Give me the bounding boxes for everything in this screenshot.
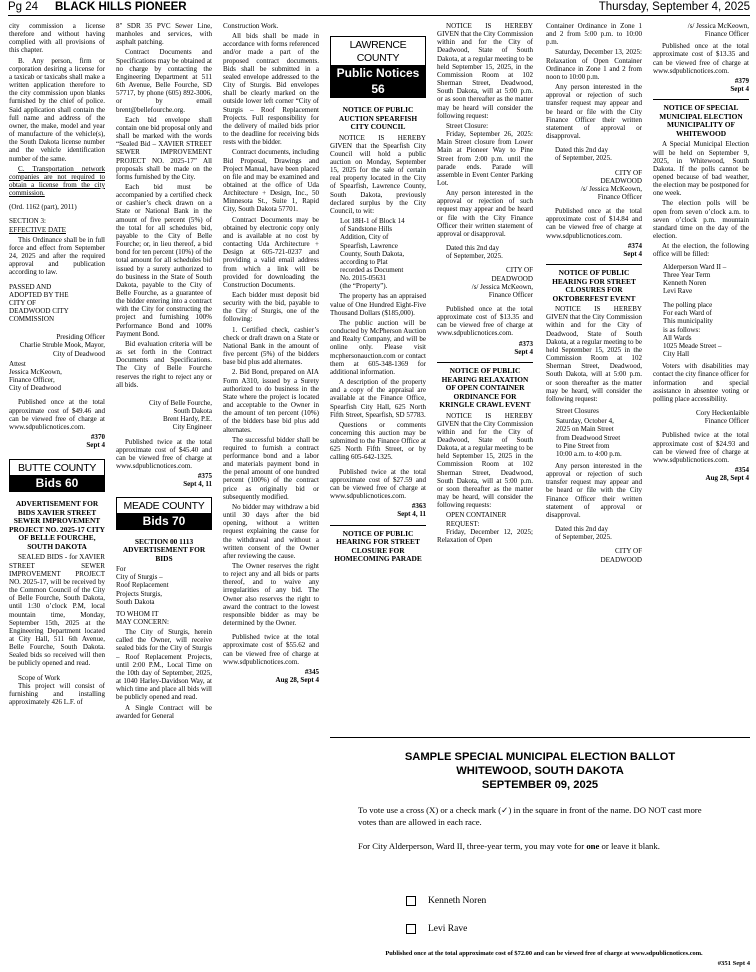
paragraph: The successful bidder shall be required to furnish a contract performance bond and a labor and materials payment bond in the penal amount of one hundred percent (100%) of the contract price as originally bid or subsequently modified. (223, 435, 319, 501)
signature-line: Finance Officer (704, 30, 749, 39)
paragraph: No bidder may withdraw a bid until 30 days after the bid opening, without a written request explaining the cause for the withdrawal and without a written consent of the Owner after reviewing the cause. (223, 502, 319, 560)
banner-category: Bids 60 (10, 475, 104, 491)
paragraph: Friday, September 26, 2025: Main Street closure from Lower Main at Pioneer Way to Pine Street from 2:00 p.m. until the parade ends. Parade will assemble in Event Center Parking Lot. (437, 130, 533, 187)
newspaper-name: BLACK HILLS PIONEER (55, 1, 187, 13)
signature-line: Finance Officer (704, 417, 749, 426)
polling-line: For each Ward of (663, 309, 712, 318)
paragraph: (Ord. 1162 (part), 2011) (9, 203, 77, 212)
banner-category: Public Notices 56 (331, 65, 425, 97)
paragraph: This project will consist of furnishing and installing approximately 426 L.F. of (9, 681, 105, 707)
ballot-location: WHITEWOOD, SOUTH DAKOTA (456, 765, 624, 777)
column-7 (653, 22, 749, 482)
race-text: For City Alderperson, Ward II, three-year term, you may vote for (358, 841, 587, 851)
paragraph: Each bid envelope shall contain one bid proposal only and shall be marked with the words “Sealed Bid – XAVIER STREET SEWER IMPROVEMENT PROJECT NO. 2025-17” All proposals shall be made on the forms furnished by the City. (116, 115, 212, 181)
paragraph: B. Any person, firm or corporation desiring a license for a taxicab or taxicabs shall make a written application therefore to the city commission upon blanks furnished by the chief of police. Said application shall contain the full name and address of the owner, the make, model and year of manufacture of the vehicle(s), the South Dakota license number and the vehicle identification number of the same. (9, 56, 105, 163)
publication-note: Published twice at the total approximate cost of $27.59 and can be viewed free of charge at www.sdpublicnotices.com. (330, 467, 426, 501)
paragraph: Any person interested in the approval or rejection of such transfer request may appear and be heard or file with the City Finance Officer their written statement of approval or disapproval. (546, 461, 642, 519)
candidate-name: Levi Rave (428, 924, 468, 934)
dated-line: of September, 2025. (555, 154, 612, 163)
vote-checkbox (406, 924, 416, 934)
publication-note: Published once at the total approximate cost of $14.84 and can be viewed free of charge at www.sdpublicnotices.com. (546, 207, 642, 240)
paragraph: REQUEST: (446, 519, 480, 528)
publication-note: Published twice at the total approximate cost of $24.93 and can be viewed free of charge at www.sdpublicnotices.com. (653, 431, 749, 464)
notice-title: NOTICE OF PUBLIC HEARING RELAXATION OF OPEN CONTAINER ORDINANCE FOR KRINGLE CRAWL EVENT (439, 366, 531, 410)
closure-line: from Deadwood Street (556, 433, 621, 442)
banner-county: BUTTE COUNTY (17, 462, 97, 475)
ballot-instructions (358, 804, 722, 828)
paragraph: 2. Bid Bond, prepared on AIA Form A310, issued by a Surety authorized to do business in the State where the project is located and acceptable to the Owner in the amount of ten percent (10%) of the bidders base bid plus add alternates. (223, 368, 319, 434)
for-line: For (116, 565, 126, 574)
lot-line: Spearfish, Lawrence (340, 241, 398, 250)
signature-line: City of Belle Fourche, (148, 398, 212, 407)
for-line: City of Sturgis – (116, 573, 163, 582)
paragraph: 1. Certified check, cashier’s check or draft drawn on a State or National Bank in the amount of five percent (5%) of the bidders base bid plus add alternates. (223, 325, 319, 367)
paragraph: A Special Municipal Election will be held on September 9, 2025, in Whitewood, South Dakota. If the polls cannot be opened because of bad weather, the election may be postponed for one week. (653, 140, 749, 198)
lot-line: recorded as Document (340, 266, 404, 274)
paragraph: NOTICE IS HEREBY GIVEN that the City Commission within and for the City of Deadwood, State of South Dakota, at a regular meeting to be held September 15, 2025 in the Commission Room at 102 Sherman Street, Deadwood, South Dakota, will at 5:00 p.m. or soon thereafter as the matter may be heard, will consider the following requests: (437, 411, 533, 510)
column-1 (9, 22, 105, 708)
notice-date: Sept 4 (514, 347, 533, 356)
dated-line: Dated this 2nd day (446, 244, 500, 253)
office-line: Alderperson Ward II – (663, 262, 727, 271)
paragraph: C. Transportation network companies are not required to obtain a license from the city commission. (9, 164, 105, 198)
notice-ref: #351 Sept 4 (717, 960, 750, 967)
paragraph: Voters with disabilities may contact the city finance officer for information and special assistance in absentee voting or polling place accessibility. (653, 362, 749, 403)
attest-line: City of Deadwood (9, 384, 62, 393)
publication-note: Published twice at the total approximate cost of $45.40 and can be viewed free of charge at www.sdpublicnotices.com. (116, 437, 212, 470)
vote-checkbox (406, 896, 416, 906)
notice-date: Sept 4, 11 (397, 510, 426, 519)
signature-line: City of Deadwood (52, 349, 105, 358)
dated-line: Dated this 2nd day (555, 525, 609, 534)
check-mark-symbol: (✓) (498, 805, 512, 815)
attest-line: Attest (9, 359, 26, 368)
paragraph: Questions or comments concerning this auction may be submitted to the Finance Office at 625 North Fifth Street, or by calling 605-642-1325. (330, 420, 426, 462)
page-number: Pg 24 (8, 1, 39, 13)
notice-date: Aug 28, Sept 4 (705, 474, 749, 483)
notice-date: Sept 4 (86, 441, 105, 450)
race-text-emphasis: one (586, 841, 600, 851)
paragraph: Each bid must be accompanied by a certified check or cashier’s check drawn on a State or National Bank in the amount of five percent (5%) of the total for all schedules bid, payable to the City of Belle Fourche; or, in lieu thereof, a bid bond for ten percent (10%) of the total amount for all schedules bid issued by a surety authorized to do business in the State of South Dakota, payable to the City of Belle Fourche, as a guarantee of the bidder entering into a contract with the City for constructing the project and furnishing 100% Performance Bond and 100% Payment Bond. (116, 182, 212, 338)
paragraph: The City of Sturgis, herein called the Owner, will receive sealed bids for the City of Sturgis – Roof Replacement Projects, until 2:00 P.M., Local Time on the 10th day of September, 2025, at 1040 Harley-Davidson Way, at which time and place all bids will be publicly opened and read. (116, 628, 212, 702)
closure-line: to Pine Street from (556, 441, 610, 450)
paragraph: Each bidder must deposit bid security with the bid, payable to the City of Sturgis, one of the following: (223, 291, 319, 324)
notice-title: NOTICE OF SPECIAL MUNICIPAL ELECTION MUNICIPALITY OF WHITEWOOD (659, 103, 743, 138)
publication-note: Published once at the total approximate cost of $13.35 and can be viewed free of charge at www.sdpublicnotices.com. (437, 305, 533, 338)
candidate-name: Levi Rave (663, 287, 693, 295)
attest-line: Finance Officer, (9, 376, 55, 385)
signature-line: /s/ Jessica McKeown, (580, 184, 642, 193)
sample-ballot (330, 737, 750, 969)
signature-line: Finance Officer (597, 192, 642, 201)
notice-date: Sept 4, 11 (183, 480, 212, 489)
closure-line: Saturday, October 4, (556, 417, 614, 426)
paragraph: Any person interested in the approval or rejection of such transfer request may appear and be heard or file with the City Finance Officer their written statement of approval or disapproval. (546, 83, 642, 141)
notice-title: NOTICE OF PUBLIC HEARING FOR STREET CLOSURE FOR HOMECOMING PARADE (334, 528, 422, 564)
signature-line: Charlie Struble Mook, Mayor, (19, 341, 105, 350)
lot-line: according to Plat (340, 257, 388, 266)
instructions-text: in the square in front of the name. DO NOT cast more votes than are allowed in each race. (358, 805, 702, 827)
candidate-option (406, 924, 467, 934)
race-instructions (358, 840, 722, 852)
signature-line: Cory Heckenlaible (695, 409, 749, 418)
notice-date: Aug 28, Sept 4 (275, 676, 319, 685)
paragraph: The election polls will be open from seven o’clock a.m. to seven o’clock p.m. mountain standard time on the day of the election. (653, 199, 749, 241)
paragraph: Contract Documents and Specifications may be obtained at no charge by contacting the Engineering Department at 511 6th Avenue, Belle Fourche, SD 57717, by phone (605) 892-3006, or by email brent@bellefourche.org. (116, 48, 212, 114)
signature-line: South Dakota (173, 407, 212, 416)
paragraph: A Single Contract will be awarded for General (116, 703, 212, 720)
section-banner (9, 459, 105, 492)
paragraph: The property has an appraised value of One Hundred Eight-Five Thousand Dollars ($185,000). (330, 292, 426, 317)
paragraph: The public auction will be conducted by McPherson Auction and Realty Company, and will be online only. Please visit mcphersonauction.com or contact them at 605-348-1369 for additional information. (330, 318, 426, 376)
paragraph: Scope of Work (18, 673, 60, 682)
dated-line: Dated this 2nd day (555, 146, 609, 155)
instructions-text: To vote use a cross (X) or a check mark (358, 805, 499, 815)
section-banner (116, 497, 212, 530)
office-list (653, 263, 749, 296)
paragraph: Construction Work. (223, 22, 279, 30)
dated-line: of September, 2025. (446, 252, 503, 261)
signature-line: CITY OF (615, 168, 642, 177)
column-5 (437, 22, 533, 546)
notice-title: SECTION 00 1113 ADVERTISEMENT FOR BIDS (122, 536, 206, 563)
signature-line: CITY OF (506, 266, 533, 275)
column-6 (546, 22, 642, 566)
paragraph: At the election, the following office will be filled: (653, 242, 749, 259)
polling-line: is as follows: (663, 325, 701, 334)
notice-title: NOTICE OF PUBLIC AUCTION SPEARFISH CITY COUNCIL (338, 105, 418, 131)
page-header (8, 0, 750, 16)
paragraph: SEALED BIDS - for XAVIER STREET SEWER IMPROVEMENT PROJECT NO. 2025-17, will be received by the Common Council of the City of Belle Fourche, South Dakota, until 1:30 o’clock P.M, local mountain time, Monday, September 15th, 2025 at the Engineering Department located at City Hall, 511 6th Avenue, Belle Fourche, South Dakota. Sealed bids so received will then be publicly opened and read. (9, 553, 105, 668)
notice-ref: #370 (90, 433, 105, 442)
section-heading: SECTION 3: (9, 217, 46, 226)
ballot-title: SAMPLE SPECIAL MUNICIPAL ELECTION BALLOT (404, 751, 676, 763)
legal-description (330, 217, 426, 290)
paragraph: This Ordinance shall be in full force and effect from September 24, 2025 and after the required approval and publication according to law. (9, 235, 105, 277)
notice-ref: #373 (518, 339, 533, 348)
paragraph: Saturday, December 13, 2025: Relaxation of Open Container Ordinance in Zone 1 and 2 from noon to 10:00 p.m. (546, 48, 642, 81)
closure-details (546, 407, 642, 458)
polling-line: All Wards (663, 333, 692, 342)
column-2 (116, 22, 212, 722)
paragraph: Contract Documents may be obtained by electronic copy only and is available at no cost by contacting Uda Architecture + Design at 605-721-0237 and providing a valid email address from which a link will be provided for downloading the Construction Documents. (223, 215, 319, 289)
banner-category: Bids 70 (117, 513, 211, 529)
paragraph: PASSED AND ADOPTED BY THE CITY OF DEADWOOD CITY COMMISSION (9, 282, 69, 324)
signature-line: DEADWOOD (491, 274, 533, 283)
notice-date: Sept 4 (623, 249, 642, 258)
for-line: South Dakota (116, 597, 155, 606)
candidate-option (406, 896, 486, 906)
dated-line: of September, 2025. (555, 533, 612, 542)
notice-ref: #363 (411, 502, 426, 511)
lot-line: (the “Property”). (340, 282, 388, 291)
notice-title: NOTICE OF PUBLIC HEARING FOR STREET CLOSURES FOR OKTOBERFEST EVENT (552, 268, 636, 303)
paragraph: A description of the property and a copy of the appraisal are available at the Finance Office, Spearfish City Hall, 625 North Fifth Street, Spearfish, SD 57783. (330, 378, 426, 419)
notice-date: Sept 4 (730, 85, 749, 94)
lot-line: Addition, City of (340, 233, 389, 242)
divider (653, 99, 749, 100)
paragraph: NOTICE IS HEREBY GIVEN that the City Commission within and for the City of Deadwood, State of South Dakota, at a regular meeting to be held September 15, 2025, in the Commission Room at 102 Sherman Street, Deadwood, South Dakota, will at 5:00 p.m. or as soon thereafter as the matter may be heard will consider the following request: (437, 22, 533, 120)
divider (546, 264, 642, 265)
for-line: Projects Sturgis, (116, 589, 163, 598)
polling-line: 1025 Meade Street – (663, 341, 722, 350)
signature-line: Finance Officer (488, 290, 533, 299)
signature-line: CITY OF (615, 547, 642, 556)
polling-line: The polling place (663, 301, 713, 310)
divider (330, 525, 426, 526)
notice-ref: #375 (197, 472, 212, 481)
lot-line: County, South Dakota, (340, 249, 405, 258)
divider (437, 362, 533, 363)
candidate-name: Kenneth Noren (663, 278, 707, 287)
signature-line: Brent Hardy, P.E. (162, 415, 212, 424)
publication-note: Published twice at the total approximate cost of $55.62 and can be viewed free of charge at www.sdpublicnotices.com. (223, 633, 319, 666)
notice-title: ADVERTISEMENT FOR BIDS XAVIER STREET SEWER IMPROVEMENT PROJECT NO. 2025-17 CITY OF BELLE FOURCHE, SOUTH DAKOTA (9, 499, 105, 551)
signature-line: Presiding Officer (56, 333, 105, 342)
paragraph: The Owner reserves the right to reject any and all bids or parts thereof, and to waive any irregularities of any bid. The Owner also reserves the right to award the contract to the lowest responsible bidder as may be determined by the Owner. (223, 562, 319, 628)
signature-line: /s/ Jessica McKeown, (687, 22, 749, 30)
paragraph: Friday, December 12, 2025; Relaxation of Open (437, 527, 533, 544)
paragraph: Any person interested in the approval or rejection of such request may appear and be heard or file with the City Finance Officer their written statement of approval or disapproval. (437, 189, 533, 238)
for-line: Roof Replacement (116, 581, 169, 590)
attest-line: Jessica McKeown, (9, 367, 62, 376)
column-4 (330, 22, 426, 566)
candidate-name: Kenneth Noren (428, 896, 487, 906)
signature-line: DEADWOOD (600, 176, 642, 185)
publication-note: Published once at the total approximate cost of $49.46 and can be viewed free of charge at www.sdpublicnotices.com. (9, 398, 105, 431)
notice-ref: #354 (734, 465, 749, 474)
salutation: MAY CONCERN: (116, 617, 169, 626)
notice-ref: #374 (627, 241, 642, 250)
paragraph: Bid evaluation criteria will be as set forth in the Contract Documents and Specifications. The City of Belle Fourche reserves the right to reject any or all bids. (116, 339, 212, 389)
polling-line: City Hall (663, 350, 690, 359)
race-text: or leave it blank. (599, 841, 660, 851)
notice-ref: #345 (304, 667, 319, 676)
paragraph: Street Closure: (446, 121, 489, 130)
signature-line: DEADWOOD (600, 555, 642, 564)
issue-date: Thursday, September 4, 2025 (598, 1, 750, 13)
lot-line: No. 2015-05631 (340, 274, 387, 283)
notice-ref: #379 (734, 76, 749, 85)
paragraph: All bids shall be made in accordance with forms referenced and/or made a part of the proposed contract documents. Bids shall be submitted in a sealed envelope addressed to the City of Sturgis. Bid envelopes shall be clearly marked on the outside lower left corner “City of Sturgis – Roof Replacement Projects. Full responsibility for the delivery of mailed bids prior to the deadline for receiving bids rests with the bidder. (223, 32, 319, 147)
column-3 (223, 22, 319, 684)
publication-note: Published once at the total approximate cost of $13.35 and can be viewed free of charge at www.sdpublicnotices.com. (653, 42, 749, 75)
banner-county: LAWRENCE COUNTY (349, 39, 407, 64)
publication-note: Published once at the total approximate cost of $72.00 and can be viewed free of charge at www.sdpublicnotices.com. (385, 950, 703, 957)
closure-line: 10:00 a.m. to 4:00 p.m. (556, 449, 622, 458)
ballot-date: SEPTEMBER 09, 2025 (481, 779, 599, 791)
signature-line: City Engineer (172, 423, 212, 432)
paragraph: city commission a license therefore and without having complied with all provisions of this chapter. (9, 22, 105, 55)
section-heading: EFFECTIVE DATE (9, 225, 66, 234)
closure-line: 2025 on Main Street (556, 425, 614, 434)
closure-line: Street Closures (556, 407, 599, 416)
banner-county: MEADE COUNTY (123, 499, 205, 512)
paragraph: 8" SDR 35 PVC Sewer Line, manholes and services, with asphalt patching. (116, 22, 212, 47)
polling-line: This municipality (663, 317, 713, 326)
office-line: Three Year Term (663, 270, 711, 279)
polling-place (653, 301, 749, 358)
salutation: TO WHOM IT (116, 609, 159, 618)
lot-line: of Sandstone Hills (340, 225, 393, 234)
signature-line: /s/ Jessica McKeown, (471, 282, 533, 291)
paragraph: OPEN CONTAINER (446, 511, 507, 520)
paragraph: Contract documents, including Bid Proposal, Drawings and Project Manual, have been placed on file and may be examined and obtained at the office of Uda Architecture + Design, Inc., 50 Minnesota St., Suite 1, Rapid City, South Dakota 57701. (223, 148, 319, 214)
lot-line: Lot 18H-1 of Block 14 (340, 217, 405, 226)
paragraph: NOTICE IS HEREBY GIVEN that the City Commission within and for the City of Deadwood, State of South Dakota, at a regular meeting to be held September 15, 2025 in the Commission Room at 102 Sherman Street, Deadwood, South Dakota, will at 5:00 p.m. or soon thereafter as the matter may be heard, will consider the following request: (546, 305, 642, 403)
section-banner (330, 36, 426, 98)
paragraph: Container Ordinance in Zone 1 and 2 from 5:00 p.m. to 10:00 p.m. (546, 22, 642, 47)
paragraph: NOTICE IS HEREBY GIVEN that the Spearfish City Council will hold a public auction on Monday, September 15, 2025 for the sale of certain real property located in the City of Spearfish, Lawrence County, South Dakota, previously declared surplus by the City Council, to wit: (330, 133, 426, 215)
